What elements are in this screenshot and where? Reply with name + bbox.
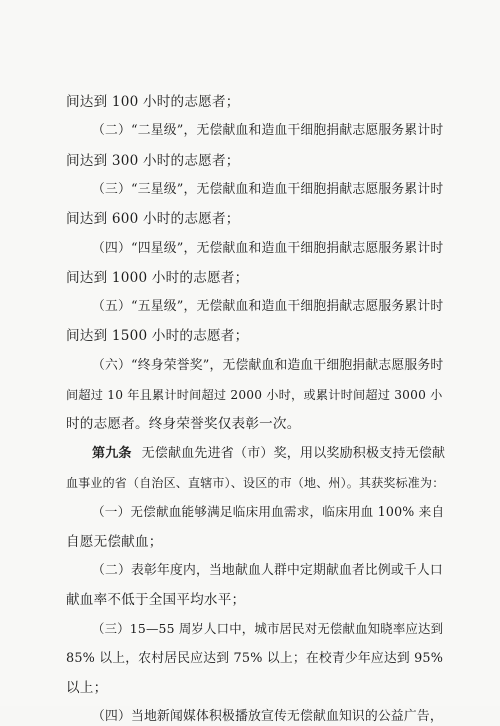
text-line: 间达到 300 小时的志愿者； xyxy=(66,152,240,169)
text-line: 自愿无偿献血； xyxy=(66,533,163,550)
text-line: （三）“三星级”，无偿献血和造血干细胞捐献志愿服务累计时 xyxy=(92,181,444,197)
text-line: 85% 以上，农村居民应达到 75% 以上；在校青少年应达到 95% xyxy=(66,650,444,666)
text-line: 间达到 1000 小时的志愿者； xyxy=(66,269,249,286)
text-line: 献血率不低于全国平均水平； xyxy=(66,592,246,609)
text-line: （四）当地新闻媒体积极播放宣传无偿献血知识的公益广告， xyxy=(92,709,443,725)
text-line: 血事业的省（自治区、直辖市）、设区的市（地、州）。其获奖标准为： xyxy=(66,475,445,490)
article-label: 第九条 xyxy=(92,445,132,461)
text-line: （一）无偿献血能够满足临床用血需求，临床用血 100% 来自 xyxy=(92,504,445,520)
text-line: 间达到 1500 小时的志愿者； xyxy=(66,328,249,345)
text-line: （五）“五星级”，无偿献血和造血干细胞捐献志愿服务累计时 xyxy=(92,299,444,315)
text-line: （三）15—55 周岁人口中，城市居民对无偿献血知晓率应达到 xyxy=(92,621,444,637)
text-line: 时的志愿者。终身荣誉奖仅表彰一次。 xyxy=(66,416,301,433)
text-line: 以上； xyxy=(66,680,108,696)
article-line xyxy=(92,445,445,463)
text-line: （四）“四星级”，无偿献血和造血干细胞捐献志愿服务累计时 xyxy=(92,240,444,256)
text-line: （六）“终身荣誉奖”，无偿献血和造血干细胞捐献志愿服务时 xyxy=(92,357,444,373)
text-line: 间达到 600 小时的志愿者； xyxy=(66,211,240,228)
text-line: 间超过 10 年且累计时间超过 2000 小时，或累计时间超过 3000 小 xyxy=(66,388,443,402)
text-line: （二）“二星级”，无偿献血和造血干细胞捐献志愿服务累计时 xyxy=(92,123,444,139)
text-line: （二）表彰年度内，当地献血人群中定期献血者比例或千人口 xyxy=(92,562,443,578)
text-line: 间达到 100 小时的志愿者； xyxy=(66,94,240,110)
article-text: 无偿献血先进省（市）奖，用以奖励积极支持无偿献 xyxy=(141,445,446,461)
